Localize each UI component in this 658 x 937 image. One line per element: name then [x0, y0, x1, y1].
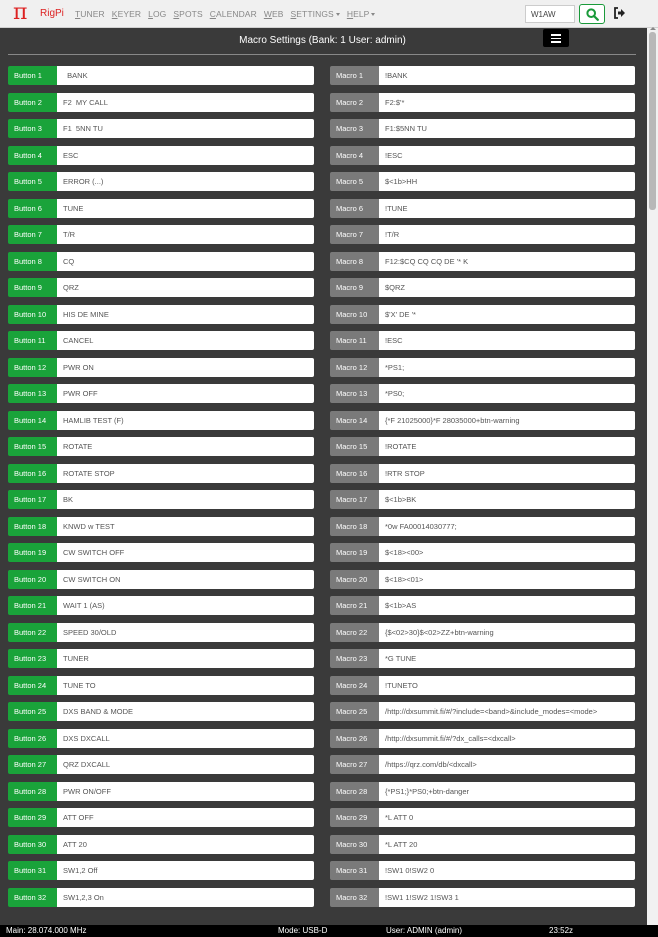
macro-text-input-27[interactable]: /https://qrz.com/db/<dxcall> — [379, 755, 635, 774]
macro-text-input-28[interactable]: {*PS1;}*PS0;+btn-danger — [379, 782, 635, 801]
button-label-9[interactable]: Button 9 — [8, 278, 57, 297]
macro-label-27[interactable]: Macro 27 — [330, 755, 379, 774]
macro-text-input-13[interactable]: *PS0; — [379, 384, 635, 403]
button-text-input-10[interactable]: HIS DE MINE — [57, 305, 314, 324]
search-icon — [586, 8, 599, 21]
macro-row-30 — [330, 835, 635, 854]
macro-text-input-17[interactable]: $<1b>BK — [379, 490, 635, 509]
button-text-input-20[interactable]: CW SWITCH ON — [57, 570, 314, 589]
macro-label-14[interactable]: Macro 14 — [330, 411, 379, 430]
button-label-11[interactable]: Button 11 — [8, 331, 57, 350]
macro-text-input-8[interactable]: F12:$CQ CQ CQ DE '* K — [379, 252, 635, 271]
macro-label-13[interactable]: Macro 13 — [330, 384, 379, 403]
nav-link-2[interactable]: LOG — [148, 9, 167, 19]
button-label-2[interactable]: Button 2 — [8, 93, 57, 112]
macro-label-17[interactable]: Macro 17 — [330, 490, 379, 509]
macro-text-input-15[interactable]: !ROTATE — [379, 437, 635, 456]
macro-row-3 — [330, 119, 635, 138]
button-label-31[interactable]: Button 31 — [8, 861, 57, 880]
button-label-23[interactable]: Button 23 — [8, 649, 57, 668]
macro-row-29 — [330, 808, 635, 827]
button-row-29 — [8, 808, 314, 827]
button-label-25[interactable]: Button 25 — [8, 702, 57, 721]
nav-link-7[interactable]: HELP — [347, 9, 376, 19]
macro-row-24 — [330, 676, 635, 695]
macro-text-input-25[interactable]: /http://dxsummit.fi/#/?include=<band>&include_modes=<mode> — [379, 702, 635, 721]
status-user: User: ADMIN (admin) — [386, 926, 463, 935]
macro-text-input-32[interactable]: !SW1 1!SW2 1!SW3 1 — [379, 888, 635, 907]
button-row-11 — [8, 331, 314, 350]
button-row-15 — [8, 437, 314, 456]
button-text-input-19[interactable]: CW SWITCH OFF — [57, 543, 314, 562]
macro-label-28[interactable]: Macro 28 — [330, 782, 379, 801]
button-text-input-25[interactable]: DXS BAND & MODE — [57, 702, 314, 721]
button-label-21[interactable]: Button 21 — [8, 596, 57, 615]
button-text-input-23[interactable]: TUNER — [57, 649, 314, 668]
macro-label-18[interactable]: Macro 18 — [330, 517, 379, 536]
page-scrollbar[interactable] — [647, 28, 658, 925]
button-row-18 — [8, 517, 314, 536]
button-label-12[interactable]: Button 12 — [8, 358, 57, 377]
macro-label-25[interactable]: Macro 25 — [330, 702, 379, 721]
button-row-25 — [8, 702, 314, 721]
button-label-24[interactable]: Button 24 — [8, 676, 57, 695]
button-text-input-28[interactable]: PWR ON/OFF — [57, 782, 314, 801]
button-label-32[interactable]: Button 32 — [8, 888, 57, 907]
nav-link-4[interactable]: CALENDAR — [209, 9, 257, 19]
macro-row-26 — [330, 729, 635, 748]
button-text-input-14[interactable]: HAMLIB TEST (F) — [57, 411, 314, 430]
button-label-30[interactable]: Button 30 — [8, 835, 57, 854]
dropdown-caret-icon — [336, 13, 340, 16]
button-label-26[interactable]: Button 26 — [8, 729, 57, 748]
button-text-input-6[interactable]: TUNE — [57, 199, 314, 218]
macro-row-8 — [330, 252, 635, 271]
macro-text-input-4[interactable]: !ESC — [379, 146, 635, 165]
macro-row-32 — [330, 888, 635, 907]
macro-row-17 — [330, 490, 635, 509]
button-row-21 — [8, 596, 314, 615]
macro-row-10 — [330, 305, 635, 324]
button-label-27[interactable]: Button 27 — [8, 755, 57, 774]
button-text-input-8[interactable]: CQ — [57, 252, 314, 271]
button-text-input-3[interactable]: F1 5NN TU — [57, 119, 314, 138]
button-row-24 — [8, 676, 314, 695]
button-text-input-22[interactable]: SPEED 30/OLD — [57, 623, 314, 642]
button-text-input-31[interactable]: SW1,2 Off — [57, 861, 314, 880]
macro-label-20[interactable]: Macro 20 — [330, 570, 379, 589]
button-text-input-1[interactable]: BANK — [57, 66, 314, 85]
macro-label-26[interactable]: Macro 26 — [330, 729, 379, 748]
status-main-frequency: Main: 28.074.000 MHz — [6, 926, 87, 935]
button-row-30 — [8, 835, 314, 854]
button-label-29[interactable]: Button 29 — [8, 808, 57, 827]
button-row-17 — [8, 490, 314, 509]
macro-text-input-5[interactable]: $<1b>HH — [379, 172, 635, 191]
button-text-input-2[interactable]: F2 MY CALL — [57, 93, 314, 112]
dropdown-caret-icon — [371, 13, 375, 16]
macro-row-14 — [330, 411, 635, 430]
macro-text-input-12[interactable]: *PS1; — [379, 358, 635, 377]
macro-label-1[interactable]: Macro 1 — [330, 66, 379, 85]
macro-row-27 — [330, 755, 635, 774]
macro-label-16[interactable]: Macro 16 — [330, 464, 379, 483]
macro-row-22 — [330, 623, 635, 642]
nav-link-5[interactable]: WEB — [263, 9, 284, 19]
macro-text-input-30[interactable]: *L ATT 20 — [379, 835, 635, 854]
status-time: 23:52z — [549, 926, 574, 935]
macro-row-6 — [330, 199, 635, 218]
macro-label-24[interactable]: Macro 24 — [330, 676, 379, 695]
button-row-31 — [8, 861, 314, 880]
button-row-9 — [8, 278, 314, 297]
macro-label-12[interactable]: Macro 12 — [330, 358, 379, 377]
macro-text-input-11[interactable]: !ESC — [379, 331, 635, 350]
button-label-15[interactable]: Button 15 — [8, 437, 57, 456]
button-label-28[interactable]: Button 28 — [8, 782, 57, 801]
button-row-16 — [8, 464, 314, 483]
button-label-10[interactable]: Button 10 — [8, 305, 57, 324]
button-text-input-30[interactable]: ATT 20 — [57, 835, 314, 854]
button-label-8[interactable]: Button 8 — [8, 252, 57, 271]
button-text-input-18[interactable]: KNWD w TEST — [57, 517, 314, 536]
macro-text-input-19[interactable]: $<18><00> — [379, 543, 635, 562]
button-text-input-5[interactable]: ERROR (...) — [57, 172, 314, 191]
macro-label-3[interactable]: Macro 3 — [330, 119, 379, 138]
button-label-17[interactable]: Button 17 — [8, 490, 57, 509]
macro-label-9[interactable]: Macro 9 — [330, 278, 379, 297]
button-label-3[interactable]: Button 3 — [8, 119, 57, 138]
nav-link-0[interactable]: TUNER — [75, 9, 105, 19]
macro-row-7 — [330, 225, 635, 244]
macro-label-11[interactable]: Macro 11 — [330, 331, 379, 350]
macro-text-input-29[interactable]: *L ATT 0 — [379, 808, 635, 827]
button-row-12 — [8, 358, 314, 377]
button-row-7 — [8, 225, 314, 244]
title-divider — [8, 54, 636, 55]
macro-text-input-21[interactable]: $<1b>AS — [379, 596, 635, 615]
button-row-4 — [8, 146, 314, 165]
macro-text-input-26[interactable]: /http://dxsummit.fi/#/?dx_calls=<dxcall> — [379, 729, 635, 748]
macro-row-11 — [330, 331, 635, 350]
button-row-1 — [8, 66, 314, 85]
button-row-23 — [8, 649, 314, 668]
macro-label-6[interactable]: Macro 6 — [330, 199, 379, 218]
macro-label-23[interactable]: Macro 23 — [330, 649, 379, 668]
macro-row-12 — [330, 358, 635, 377]
button-row-20 — [8, 570, 314, 589]
button-row-10 — [8, 305, 314, 324]
macro-row-20 — [330, 570, 635, 589]
macro-row-9 — [330, 278, 635, 297]
macro-text-input-6[interactable]: !TUNE — [379, 199, 635, 218]
scroll-up-arrow-icon[interactable] — [650, 27, 656, 30]
macro-row-21 — [330, 596, 635, 615]
macro-label-2[interactable]: Macro 2 — [330, 93, 379, 112]
navbar — [0, 0, 658, 28]
macro-label-31[interactable]: Macro 31 — [330, 861, 379, 880]
macro-row-13 — [330, 384, 635, 403]
macro-row-28 — [330, 782, 635, 801]
macro-label-22[interactable]: Macro 22 — [330, 623, 379, 642]
button-row-2 — [8, 93, 314, 112]
macro-label-32[interactable]: Macro 32 — [330, 888, 379, 907]
button-text-input-21[interactable]: WAIT 1 (AS) — [57, 596, 314, 615]
macro-text-input-14[interactable]: {*F 21025000}*F 28035000+btn-warning — [379, 411, 635, 430]
brand-name[interactable]: RigPi — [40, 8, 64, 19]
button-label-6[interactable]: Button 6 — [8, 199, 57, 218]
logout-icon[interactable] — [613, 7, 626, 19]
macro-row-16 — [330, 464, 635, 483]
scrollbar-thumb[interactable] — [649, 32, 656, 210]
button-row-6 — [8, 199, 314, 218]
macro-text-input-16[interactable]: !RTR STOP — [379, 464, 635, 483]
macro-label-21[interactable]: Macro 21 — [330, 596, 379, 615]
nav-link-6[interactable]: SETTINGS — [291, 9, 340, 19]
hamburger-menu-button[interactable] — [543, 29, 569, 47]
macro-row-15 — [330, 437, 635, 456]
macro-label-19[interactable]: Macro 19 — [330, 543, 379, 562]
button-row-27 — [8, 755, 314, 774]
button-text-input-17[interactable]: BK — [57, 490, 314, 509]
macro-row-31 — [330, 861, 635, 880]
button-text-input-15[interactable]: ROTATE — [57, 437, 314, 456]
macro-label-30[interactable]: Macro 30 — [330, 835, 379, 854]
button-text-input-27[interactable]: QRZ DXCALL — [57, 755, 314, 774]
button-row-8 — [8, 252, 314, 271]
button-text-input-16[interactable]: ROTATE STOP — [57, 464, 314, 483]
button-label-7[interactable]: Button 7 — [8, 225, 57, 244]
nav-links — [75, 9, 382, 19]
button-text-input-26[interactable]: DXS DXCALL — [57, 729, 314, 748]
macro-label-29[interactable]: Macro 29 — [330, 808, 379, 827]
macro-text-input-7[interactable]: !T/R — [379, 225, 635, 244]
macro-label-10[interactable]: Macro 10 — [330, 305, 379, 324]
macro-row-2 — [330, 93, 635, 112]
button-label-18[interactable]: Button 18 — [8, 517, 57, 536]
button-row-3 — [8, 119, 314, 138]
macro-text-input-1[interactable]: !BANK — [379, 66, 635, 85]
macro-text-input-3[interactable]: F1:$5NN TU — [379, 119, 635, 138]
pi-logo-icon[interactable]: π — [13, 0, 28, 25]
macro-text-input-9[interactable]: $QRZ — [379, 278, 635, 297]
button-row-14 — [8, 411, 314, 430]
macro-row-4 — [330, 146, 635, 165]
callsign-input[interactable] — [525, 5, 575, 23]
macro-row-19 — [330, 543, 635, 562]
macro-label-7[interactable]: Macro 7 — [330, 225, 379, 244]
macro-text-input-22[interactable]: {$<02>30}$<02>ZZ+btn-warning — [379, 623, 635, 642]
button-label-5[interactable]: Button 5 — [8, 172, 57, 191]
macro-text-input-2[interactable]: F2:$'* — [379, 93, 635, 112]
macro-row-1 — [330, 66, 635, 85]
button-text-input-32[interactable]: SW1,2,3 On — [57, 888, 314, 907]
button-row-26 — [8, 729, 314, 748]
button-label-14[interactable]: Button 14 — [8, 411, 57, 430]
button-text-input-9[interactable]: QRZ — [57, 278, 314, 297]
macro-text-input-10[interactable]: $'X' DE '* — [379, 305, 635, 324]
button-label-13[interactable]: Button 13 — [8, 384, 57, 403]
button-row-5 — [8, 172, 314, 191]
button-text-input-11[interactable]: CANCEL — [57, 331, 314, 350]
nav-link-3[interactable]: SPOTS — [173, 9, 203, 19]
button-text-input-13[interactable]: PWR OFF — [57, 384, 314, 403]
button-row-22 — [8, 623, 314, 642]
search-button[interactable] — [579, 4, 605, 24]
nav-link-1[interactable]: KEYER — [111, 9, 142, 19]
macro-text-input-31[interactable]: !SW1 0!SW2 0 — [379, 861, 635, 880]
macro-text-input-24[interactable]: !TUNETO — [379, 676, 635, 695]
button-text-input-7[interactable]: T/R — [57, 225, 314, 244]
macro-row-25 — [330, 702, 635, 721]
macro-label-8[interactable]: Macro 8 — [330, 252, 379, 271]
macro-text-input-18[interactable]: *0w FA00014030777; — [379, 517, 635, 536]
macro-label-5[interactable]: Macro 5 — [330, 172, 379, 191]
page-title: Macro Settings (Bank: 1 User: admin) — [239, 35, 406, 46]
button-label-22[interactable]: Button 22 — [8, 623, 57, 642]
macro-row-23 — [330, 649, 635, 668]
macro-row-5 — [330, 172, 635, 191]
button-text-input-29[interactable]: ATT OFF — [57, 808, 314, 827]
macro-label-15[interactable]: Macro 15 — [330, 437, 379, 456]
status-bar — [0, 925, 658, 937]
macro-label-4[interactable]: Macro 4 — [330, 146, 379, 165]
button-label-1[interactable]: Button 1 — [8, 66, 57, 85]
macro-text-input-20[interactable]: $<18><01> — [379, 570, 635, 589]
button-row-13 — [8, 384, 314, 403]
button-label-4[interactable]: Button 4 — [8, 146, 57, 165]
button-row-28 — [8, 782, 314, 801]
button-text-input-24[interactable]: TUNE TO — [57, 676, 314, 695]
button-row-19 — [8, 543, 314, 562]
macro-row-18 — [330, 517, 635, 536]
button-text-input-4[interactable]: ESC — [57, 146, 314, 165]
button-text-input-12[interactable]: PWR ON — [57, 358, 314, 377]
button-label-16[interactable]: Button 16 — [8, 464, 57, 483]
macro-text-input-23[interactable]: *G TUNE — [379, 649, 635, 668]
button-label-20[interactable]: Button 20 — [8, 570, 57, 589]
status-mode: Mode: USB-D — [278, 926, 328, 935]
button-label-19[interactable]: Button 19 — [8, 543, 57, 562]
button-row-32 — [8, 888, 314, 907]
